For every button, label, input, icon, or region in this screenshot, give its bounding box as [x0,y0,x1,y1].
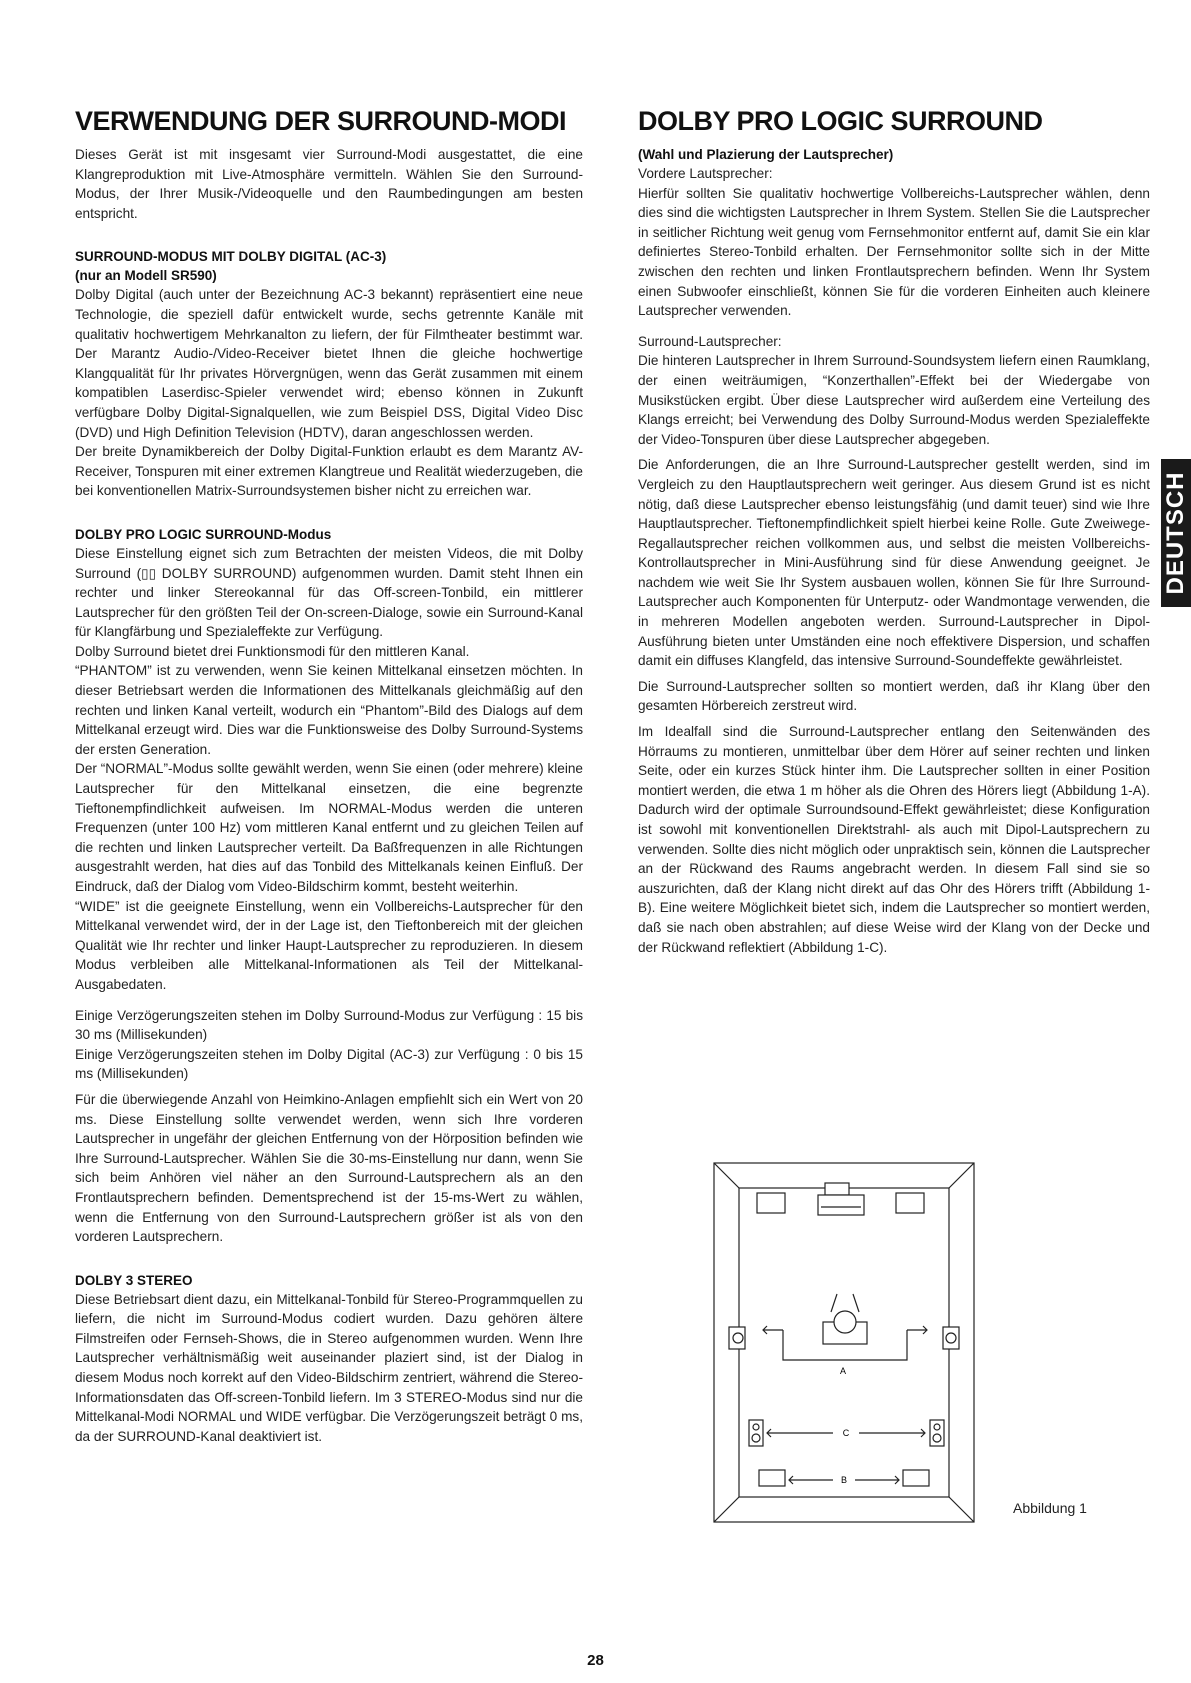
center-speaker-tv [818,1195,864,1215]
pro-logic-paragraph-2: Dolby Surround bietet drei Funktionsmodi für den mittleren Kanal. [75,643,470,659]
surround-speakers-label: Surround-Lautsprecher: [638,333,782,349]
language-side-tab-label: DEUTSCH [1162,471,1189,595]
pro-logic-heading: DOLBY PRO LOGIC SURROUND-Modus [75,526,332,542]
dolby-digital-paragraph-2: Der breite Dynamikbereich der Dolby Digital-Funktion erlaubt es dem Marantz AV-Receiver, Tonspuren mit einer extremen Klangtreue und Realität wiederzugeben, die bei konventionellen Matrix-Surroundsystemen bisher nicht zu erreichen war. [75,444,583,499]
dolby-digital-subheading: (nur an Modell SR590) [75,268,217,284]
three-stereo-heading: DOLBY 3 STEREO [75,1272,193,1288]
wide-paragraph: “WIDE” ist die geeignete Einstellung, wenn ein Vollbereichs-Lautsprecher für den Mittelkanal verwendet wird, der in der Lage ist, den Tieftonbereich mit der gleichen Qualität wie Ihr rechter und linker Haupt-Lautsprecher zu reproduzieren. In diesem Modus verbleiben alle Mittelkanal-Informationen als Teil der Mittelkanal-Ausgabedaten. [75,898,583,992]
section-title-pro-logic: DOLBY PRO LOGIC SURROUND [638,106,1043,136]
speaker-placement-diagram [713,1162,975,1523]
surround-left-rear-speaker [759,1470,785,1486]
right-column [638,96,1150,957]
normal-paragraph: Der “NORMAL”-Modus sollte gewählt werden, wenn Sie einen (oder mehrere) kleine Lautsprecher für den Mittelkanal einsetzen, die eine begrenzte Tieftonempfindlichkeit aufweisen. Im NORMAL-Modus werden die unteren Frequenzen (unter 100 Hz) vom mittleren Kanal entfernt und zu gleichen Teilen auf die rechten und linken Lautsprecher verteilt. Da Baßfrequenzen in alle Richtungen ausgestrahlt werden, hat dies auf das Tonbild des Mittelkanals keinen Einfluß. Der Eindruck, daß der Dialog vom Video-Bildschirm kommt, besteht weiterhin. [75,761,583,894]
dolby-digital-paragraph-1: Dolby Digital (auch unter der Bezeichnung AC-3 bekannt) repräsentiert eine neue Technologie, die speziell dafür entwickelt wurde, sechs getrennte Kanäle mit qualitativ hochwertigem Mehrkanalton zu liefern, der für Filmtheater bestimmt war. Der Marantz Audio-/Video-Receiver bietet Ihnen die gleiche hochwertige Klangqualität für Ihr privates Hörvergnügen, wenn das Gerät zusammen mit einem kompatiblen Laserdisc-Spieler verwendet wird; ebenso können in Zukunft verfügbare Dolby Digital-Signalquellen, wie zum Beispiel DSS, Digital Video Disc (DVD) und High Definition Television (HDTV), daran angeschlossen werden. [75,287,583,440]
label-c: C [842,1428,850,1438]
intro-paragraph: Dieses Gerät ist mit insgesamt vier Surround-Modi ausgestattet, die eine Klangreproduktion mit Live-Atmosphäre vermitteln. Wählen Sie den Surround-Modus, der Ihrer Musik-/Videoquelle und den Raumbedingungen am besten entspricht. [75,147,583,221]
figure-caption: Abbildung 1 [1013,1500,1087,1516]
dolby-digital-heading: SURROUND-MODUS MIT DOLBY DIGITAL (AC-3) [75,249,387,265]
tv-top [825,1183,849,1195]
section-title-surround-modes: VERWENDUNG DER SURROUND-MODI [75,106,567,136]
delay-paragraph-3: Für die überwiegende Anzahl von Heimkino-Anlagen empfiehlt sich ein Wert von 20 ms. Diese Einstellung sollte verwendet werden, wenn sich Ihre vorderen Lautsprecher in ungefähr der gleichen Entfernung von der Hörposition befinden wie Ihre Surround-Lautsprecher. Wählen Sie die 30-ms-Einstellung nur dann, wenn Sie sich beim Anhören viel näher an den Surround-Lautsprechern als an den Frontlautsprechern befinden. Dementsprechend ist der 15-ms-Wert zu wählen, wenn die Entfernung von den Surround-Lautsprechern größer ist als von den vorderen Lautsprechern. [75,1091,583,1245]
listener-icon [823,1294,867,1344]
surround-speakers-paragraph-2: Die Anforderungen, die an Ihre Surround-Lautsprecher gestellt werden, sind im Vergleich zu den Hauptlautsprechern weit geringer. Aus diesem Grund ist es nicht nötig, daß diese Lautsprecher ebenso leistungsfähig (und damit teuer) sind wie Ihre Hauptlautsprecher. Tieftonempfindlichkeit spielt hierbei keine Rolle. Gute Zweiwege-Regallautsprecher reichen vollkommen aus, und selbst die meisten Vollbereichs-Kontrollautsprecher in Mini-Ausführung sind für diese Anwendung geeignet. Je nachdem wie weit Sie Ihr System ausbauen wollen, können Sie für Ihre Surround-Lautsprecher auch Komponenten für Unterputz- oder Wandmontage verwenden, die in mehreren Modellen angeboten werden. Surround-Lautsprecher in Dipol-Ausführung bieten unter Umständen eine noch effektivere Dispersion, und schaffen damit ein diffuses Klangfeld, das intensive Surround-Soundeffekte gewährleistet. [638,457,1150,669]
page-number: 28 [587,1652,604,1669]
label-a: A [839,1366,847,1376]
left-column [75,96,583,1446]
phantom-paragraph: “PHANTOM” ist zu verwenden, wenn Sie keinen Mittelkanal einsetzen möchten. In dieser Betriebsart werden die Informationen des Mittelkanals gleichmäßig auf den rechten und linken Kanal verteilt, wodurch ein “Phantom”-Bild des Dialogs auf dem Mittelkanal erzeugt wird. Dies war die Funktionsweise des Dolby Surround-Systems der ersten Generation. [75,663,583,757]
front-speakers-paragraph: Hierfür sollten Sie qualitativ hochwertige Vollbereichs-Lautsprecher wählen, denn dies sind die wichtigsten Lautsprecher in Ihrem System. Stellen Sie die Lautsprecher in seitlicher Richtung weit genug vom Fernsehmonitor entfernt auf, damit Sie ein klar definiertes Stereo-Tonbild erhalten. Der Fernsehmonitor sollte sich in der Mitte zwischen den rechten und linken Frontlautsprechern befinden. Wenn Ihr System einen Subwoofer einschließt, können Sie für die vorderen Einheiten auch kleinere Lautsprecher verwenden. [638,185,1150,319]
delay-paragraph-2: Einige Verzögerungszeiten stehen im Dolby Digital (AC-3) zur Verfügung : 0 bis 15 ms (Millisekunden) [75,1046,583,1082]
surround-speakers-paragraph-4: Im Idealfall sind die Surround-Lautsprecher entlang den Seitenwänden des Hörraums zu montieren, unmittelbar über dem Hörer auf seiner rechten und linken Seite, oder ein kurzes Stück hinter ihm. Die Lautsprecher sollten in einer Position montiert werden, die etwa 1 m höher als die Ohren des Hörers liegt (Abbildung 1-A). Dadurch wird der optimale Surroundsound-Effekt gewährleistet; diese Konfiguration ist sowohl mit konventionellen Direktstrahl- als auch mit Dipol-Lautsprechern zu verwenden. Sollte dies nicht möglich oder unpraktisch sein, können die Lautsprecher an der Rückwand des Raums angebracht werden. In diesem Fall sind sie so auszurichten, daß der Klang nicht direkt auf das Ohr des Hörers trifft (Abbildung 1-B). Eine weitere Möglichkeit bietet sich, indem die Lautsprecher so montiert werden, daß sie nach oben abstrahlen; auf diese Weise wird der Klang von der Decke und der Rückwand reflektiert (Abbildung 1-C). [638,724,1150,955]
delay-paragraph-1: Einige Verzögerungszeiten stehen im Dolby Surround-Modus zur Verfügung : 15 bis 30 ms (Millisekunden) [75,1007,583,1043]
front-left-speaker [757,1193,785,1213]
speaker-placement-subheading: (Wahl und Plazierung der Lautsprecher) [638,147,894,162]
surround-speakers-paragraph-1: Die hinteren Lautsprecher in Ihrem Surround-Soundsystem liefern einen Raumklang, der einen weiträumigen, “Konzerthallen”-Effekt bei der Wiedergabe von Musikstücken ergibt. Über diese Lautsprecher wird außerdem eine Verteilung des Klangs erreicht; bei Verwendung des Dolby Surround-Modus werden Spezialeffekte der Video-Tonspuren über diese Lautsprecher abgegeben. [638,353,1150,447]
front-right-speaker [896,1193,924,1213]
three-stereo-paragraph: Diese Betriebsart dient dazu, ein Mittelkanal-Tonbild für Stereo-Programmquellen zu liefern, die nicht im Surround-Modus codiert wurden. Dazu gehören ältere Filmstreifen oder Fernseh-Shows, die in Stereo aufgenommen wurden. Wenn Ihre Lautsprecher verhältnismäßig weit auseinander plaziert sind, ist der Dialog in diesem Modus noch korrekt auf den Video-Bildschirm zentriert, während die Stereo-Informationsdaten das Off-screen-Tonbild liefern. Im 3 STEREO-Modus sind nur die Mittelkanal-Modi NORMAL und WIDE verfügbar. Die Verzögerungszeit beträgt 0 ms, da der SURROUND-Kanal deaktiviert ist. [75,1291,583,1444]
front-speakers-label: Vordere Lautsprecher: [638,166,773,181]
pro-logic-paragraph-1: Diese Einstellung eignet sich zum Betrachten der meisten Videos, die mit Dolby Surround (▯▯ DOLBY SURROUND) aufgenommen wurden. Damit steht Ihnen ein rechter und linker Stereokannal für das Off-screen-Tonbild, ein mittlerer Lautsprecher für den größten Teil der On-screen-Dialoge, sowie ein Surround-Kanal für Klangfärbung und Spezialeffekte zur Verfügung. [75,545,583,640]
language-side-tab [1161,459,1191,607]
label-b: B [840,1475,848,1485]
surround-right-rear-speaker [903,1470,929,1486]
surround-speakers-paragraph-3: Die Surround-Lautsprecher sollten so montiert werden, daß ihr Klang über den gesamten Hörbereich zerstreut wird. [638,678,1150,714]
